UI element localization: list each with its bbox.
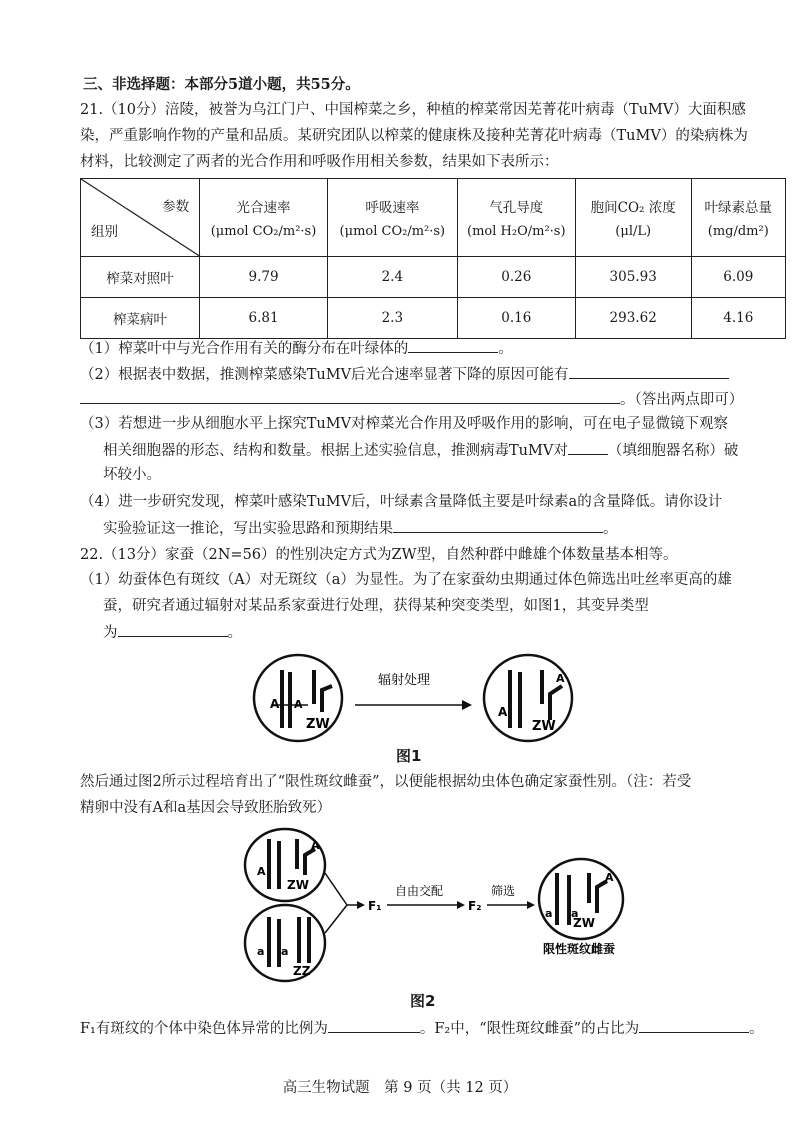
sex-label: ZW bbox=[532, 719, 556, 734]
table-row bbox=[81, 257, 786, 298]
corner-bottom-label: 组别 bbox=[91, 224, 118, 240]
q22-final-line: F₁有斑纹的个体中染色体异常的比例为 。F₂中，“限性斑纹雌蚕”的占比为 。 bbox=[80, 1018, 764, 1039]
q21-part4-line2: 实验验证这一推论，写出实验思路和预期结果 。 bbox=[103, 518, 618, 539]
step-label: 筛选 bbox=[491, 884, 516, 898]
sex-label: ZW bbox=[573, 916, 595, 930]
q22-part1-line2: 蚕，研究者通过辐射对某品系家蚕进行处理，获得某种突变类型，如图1，其变异类型 bbox=[103, 598, 649, 614]
result-label: 限性斑纹雌蚕 bbox=[543, 942, 616, 956]
q22-after-fig1-line1: 然后通过图2所示过程培育出了“限性斑纹雌蚕”，以便能根据幼虫体色确定家蚕性别。（注：若受 bbox=[80, 774, 692, 790]
header-chlorophyll: 叶绿素总量 (mg/dm²) bbox=[691, 179, 785, 257]
q21-part2: （2）根据表中数据，推测榨菜感染TuMV后光合速率显著下降的原因可能有 bbox=[80, 364, 729, 385]
table-cell: 6.81 bbox=[200, 298, 328, 339]
q21-part3-line1: （3）若想进一步从细胞水平上探究TuMV对榨菜光合作用及呼吸作用的影响，可在电子显微镜下观察 bbox=[80, 416, 729, 432]
gene-label: a bbox=[545, 907, 553, 920]
q21-part3-line2: 相关细胞器的形态、结构和数量。根据上述实验信息，推测病毒TuMV对 （填细胞器名称）破 bbox=[103, 440, 738, 461]
f2-label: F₂ bbox=[468, 899, 482, 913]
gene-label: A bbox=[498, 705, 508, 719]
table-cell: 9.79 bbox=[200, 257, 328, 298]
table-cell: 0.16 bbox=[457, 298, 575, 339]
table-cell: 4.16 bbox=[691, 298, 785, 339]
q21-part4-line1: （4）进一步研究发现，榨菜叶感染TuMV后，叶绿素含量降低主要是叶绿素a的含量降低。请你设计 bbox=[80, 494, 723, 510]
answer-blank[interactable] bbox=[328, 1018, 420, 1033]
answer-blank[interactable] bbox=[639, 1018, 749, 1033]
table-cell: 305.93 bbox=[575, 257, 691, 298]
header-photosynthesis: 光合速率 (μmol CO₂/m²·s) bbox=[200, 179, 328, 257]
gene-label: A bbox=[311, 839, 320, 852]
row-label: 榨菜对照叶 bbox=[81, 257, 200, 298]
answer-blank[interactable] bbox=[118, 622, 228, 637]
q22-intro: 22.（13分）家蚕（2N=56）的性别决定方式为ZW型，自然种群中雌雄个体数量基本相等。 bbox=[80, 547, 678, 563]
q22-part1-line1: （1）幼蚕体色有斑纹（A）对无斑纹（a）为显性。为了在家蚕幼虫期通过体色筛选出吐丝率更高的雄 bbox=[80, 572, 732, 588]
gene-label: A bbox=[270, 697, 280, 711]
sex-label: ZZ bbox=[293, 964, 311, 978]
header-respiration: 呼吸速率 (μmol CO₂/m²·s) bbox=[327, 179, 457, 257]
q21-intro-line-3: 材料，比较测定了两者的光合作用和呼吸作用相关参数，结果如下表所示： bbox=[80, 154, 559, 170]
sex-label: ZW bbox=[306, 717, 330, 732]
answer-blank[interactable] bbox=[408, 338, 498, 353]
step-label: 自由交配 bbox=[395, 884, 444, 898]
gene-label: a bbox=[257, 945, 265, 958]
figure-1 bbox=[250, 650, 590, 745]
header-co2: 胞间CO₂ 浓度 (μl/L) bbox=[575, 179, 691, 257]
q21-part3-line3: 坏较小。 bbox=[103, 467, 161, 483]
gene-label: A bbox=[257, 865, 266, 878]
gene-label: a bbox=[281, 945, 289, 958]
table-cell: 6.09 bbox=[691, 257, 785, 298]
row-label: 榨菜病叶 bbox=[81, 298, 200, 339]
gene-label: A bbox=[556, 672, 565, 685]
arrow-label: 辐射处理 bbox=[378, 673, 431, 688]
f1-label: F₁ bbox=[368, 899, 382, 913]
figure-1-caption: 图1 bbox=[396, 747, 422, 765]
header-stomatal: 气孔导度 (mol H₂O/m²·s) bbox=[457, 179, 575, 257]
table-corner-cell bbox=[81, 179, 200, 257]
gene-label: A bbox=[294, 698, 303, 711]
page-footer: 高三生物试题 第 9 页（共 12 页） bbox=[282, 1080, 518, 1096]
answer-blank[interactable] bbox=[568, 440, 608, 455]
answer-blank[interactable] bbox=[569, 364, 729, 379]
section-heading: 三、非选择题：本部分5道小题，共55分。 bbox=[83, 76, 360, 93]
q21-intro-line-2: 染，严重影响作物的产量和品质。某研究团队以榨菜的健康株及接种芜菁花叶病毒（TuMV）的染病株为 bbox=[80, 128, 748, 144]
table-cell: 293.62 bbox=[575, 298, 691, 339]
cell-right bbox=[484, 655, 572, 741]
parent-cell-male bbox=[245, 905, 325, 981]
corner-top-label: 参数 bbox=[162, 199, 190, 215]
figure-2 bbox=[235, 825, 635, 990]
answer-blank[interactable] bbox=[80, 389, 620, 404]
q21-intro-line-1: 21.（10分）涪陵，被誉为乌江门户、中国榨菜之乡，种植的榨菜常因芜菁花叶病毒（TuMV）大面积感 bbox=[80, 102, 746, 118]
q21-part2-cont: 。（答出两点即可） bbox=[80, 389, 743, 410]
q21-data-table bbox=[80, 178, 786, 339]
q21-part1: （1）榨菜叶中与光合作用有关的酶分布在叶绿体的 。 bbox=[80, 338, 513, 359]
gene-label: A bbox=[605, 871, 614, 884]
q22-after-fig1-line2: 精卵中没有A和a基因会导致胚胎致死） bbox=[80, 800, 332, 816]
answer-blank[interactable] bbox=[393, 518, 603, 533]
sex-label: ZW bbox=[287, 878, 309, 892]
diagonal-line bbox=[81, 179, 201, 257]
table-cell: 2.4 bbox=[327, 257, 457, 298]
gene-label: a bbox=[571, 907, 579, 920]
figure-2-caption: 图2 bbox=[410, 992, 436, 1010]
table-row bbox=[81, 298, 786, 339]
table-cell: 2.3 bbox=[327, 298, 457, 339]
table-cell: 0.26 bbox=[457, 257, 575, 298]
q22-part1-line3: 为 。 bbox=[103, 622, 242, 643]
